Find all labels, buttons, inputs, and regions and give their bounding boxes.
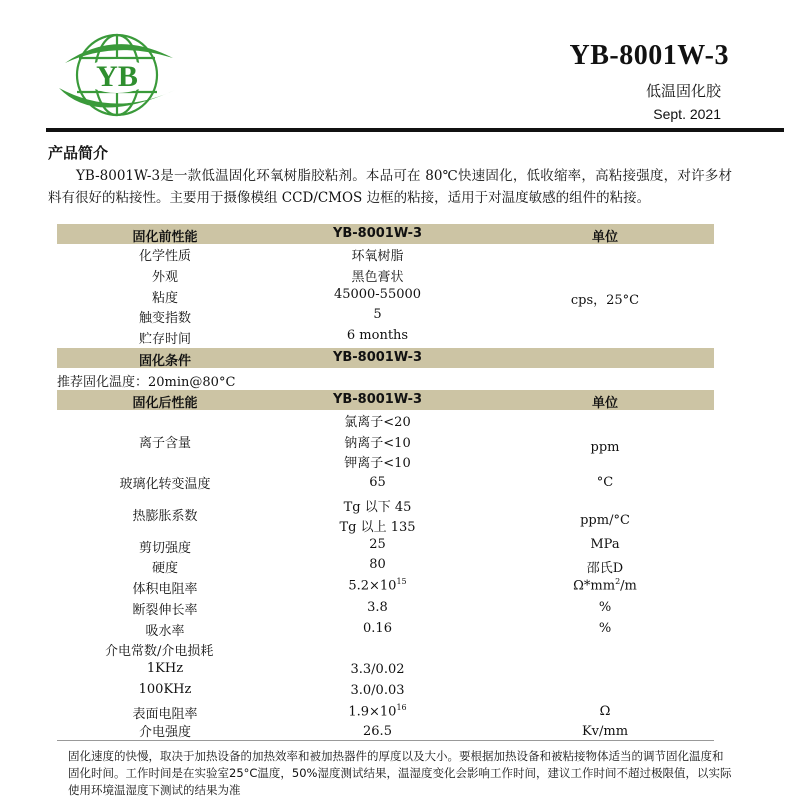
cte-value-below: Tg 以下 45 (343, 500, 412, 515)
header-unit: 单位 (591, 230, 618, 245)
pre-unit-3: cps，25°C (570, 293, 640, 308)
khz1-property: 1KHz (146, 661, 184, 676)
header-property: 固化前性能 (132, 230, 198, 245)
pre-value-3: 45000-55000 (333, 287, 422, 302)
post-header-property: 固化后性能 (132, 396, 198, 411)
khz100-value: 3.0/0.03 (350, 683, 405, 698)
ion-property: 离子含量 (138, 436, 191, 451)
surface-resistivity-value: $1.9\times 10^{16}$ (348, 703, 407, 720)
document-date: Sept. 2021 (653, 106, 721, 122)
tg-value: 65 (369, 475, 386, 490)
pre-value-1: 环氧树脂 (351, 249, 404, 264)
table-header-pre-cure (57, 224, 714, 244)
elongation-unit: % (598, 600, 612, 615)
elongation-value: 3.8 (367, 600, 388, 615)
hardness-value: 80 (369, 557, 386, 572)
table-header-cure-conditions (57, 348, 714, 368)
header-rule (46, 128, 784, 132)
hardness-unit: 邵氏D (586, 561, 624, 576)
cte-unit: ppm/°C (580, 513, 630, 528)
volume-resistivity-property: 体积电阻率 (132, 582, 198, 597)
khz1-value: 3.3/0.02 (350, 662, 405, 677)
intro-paragraph: YB-8001W-3是一款低温固化环氧树脂胶粘剂。本品可在 80℃快速固化，低收缩率，高粘接强度，对许多材料有很好的粘接性。主要用于摄像模组 CCD/CMOS 边框的粘接，适用于对温度敏感的组件的粘接。 (48, 168, 732, 206)
ion-value-na: 钠离子<10 (344, 436, 411, 451)
ion-value-k: 钾离子<10 (344, 456, 411, 471)
shear-unit: MPa (590, 537, 620, 552)
section-title-intro: 产品简介 (48, 144, 109, 162)
footnote: 固化速度的快慢，取决于加热设备的加热效率和被加热器件的厚度以及大小。要根据加热设备和被粘接物体适当的调节固化温度和固化时间。工作时间是在实验室25°C温度，50%湿度测试结果，温湿度变化会影响工作时间，建议工作时间不超过极限值，以实际使用环境温湿度下测试的结果为准 (68, 749, 732, 797)
header-product: YB-8001W-3 (332, 226, 423, 241)
khz100-property: 100KHz (138, 682, 192, 697)
recommended-cure-temp: 推荐固化温度：20min@80°C (57, 375, 236, 390)
pre-property-4: 触变指数 (138, 311, 191, 326)
shear-property: 剪切强度 (138, 541, 191, 556)
water-absorption-unit: % (598, 621, 612, 636)
volume-resistivity-value: $5.2\times 10^{15}$ (348, 577, 407, 594)
company-logo (55, 28, 180, 126)
post-header-unit: 单位 (591, 396, 618, 411)
hardness-property: 硬度 (151, 561, 178, 576)
ion-value-cl: 氯离子<20 (344, 415, 411, 430)
pre-value-5: 6 months (346, 328, 409, 343)
shear-value: 25 (369, 537, 386, 552)
dielectric-strength-unit: Kv/mm (581, 724, 629, 739)
ion-unit: ppm (590, 440, 620, 455)
dielectric-strength-property: 介电强度 (138, 725, 191, 740)
post-header-product: YB-8001W-3 (332, 392, 423, 407)
volume-resistivity-unit: $\Omega*mm^2/m$ (573, 577, 637, 594)
pre-property-1: 化学性质 (138, 249, 191, 264)
pre-property-3: 粘度 (151, 291, 178, 306)
pre-value-2: 黑色膏状 (351, 270, 404, 285)
cte-property: 热膨胀系数 (132, 509, 198, 524)
cte-value-above: Tg 以上 135 (339, 520, 416, 535)
cure-header-product: YB-8001W-3 (332, 350, 423, 365)
logo-text: YB (96, 60, 138, 93)
pre-value-4: 5 (373, 307, 382, 322)
water-absorption-value: 0.16 (363, 621, 392, 636)
surface-resistivity-unit: Ω (599, 704, 611, 719)
document-title: YB-8001W-3 (569, 40, 729, 71)
document-subtitle: 低温固化胶 (645, 82, 721, 100)
table-header-post-cure (57, 390, 714, 410)
dielectric-strength-value: 26.5 (363, 724, 392, 739)
surface-resistivity-property: 表面电阻率 (132, 707, 198, 722)
cure-header-property: 固化条件 (138, 354, 191, 369)
tg-property: 玻璃化转变温度 (119, 477, 211, 492)
dielectric-property: 介电常数/介电损耗 (105, 644, 214, 659)
water-absorption-property: 吸水率 (145, 624, 185, 639)
pre-property-2: 外观 (151, 270, 178, 285)
pre-property-5: 贮存时间 (138, 332, 191, 347)
elongation-property: 断裂伸长率 (132, 603, 198, 618)
footnote-rule (57, 740, 714, 741)
tg-unit: °C (596, 475, 614, 490)
